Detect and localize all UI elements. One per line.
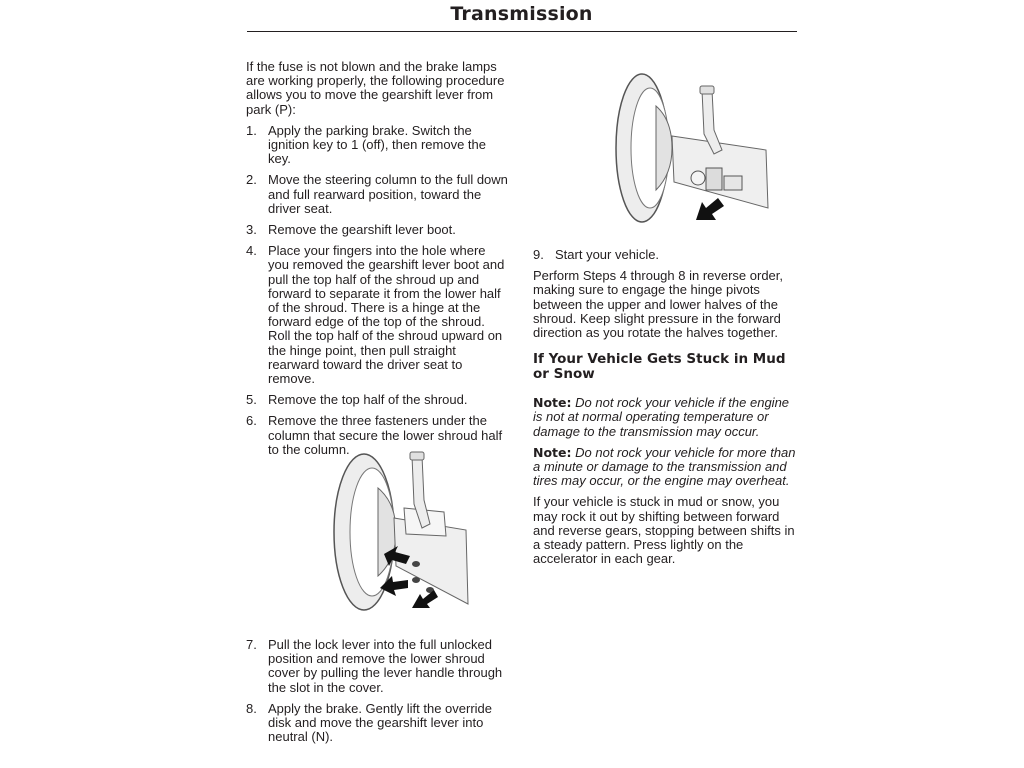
note-1 <box>533 396 796 439</box>
step-7: 7. Pull the lock lever into the full unlocked position and remove the lower shroud cover by pulling the lever handle through the slot in the cover. <box>246 637 503 695</box>
right-column <box>533 248 796 573</box>
step-9: 9. Start your vehicle. <box>533 247 660 262</box>
step-8: 8. Apply the brake. Gently lift the override disk and move the gearshift lever into neutral (N). <box>246 700 493 745</box>
rocking-paragraph: If your vehicle is stuck in mud or snow, you may rock it out by shifting between forward and reverse gears, stopping between shifts in a steady pattern. Press lightly on the accelerator in each gear. <box>533 494 795 567</box>
note-2-label: Note: <box>533 444 572 460</box>
override-disk-illustration <box>610 70 770 230</box>
left-column <box>246 60 510 464</box>
reverse-order-paragraph: Perform Steps 4 through 8 in reverse order, making sure to engage the hinge pivots between the upper and lower halves of the shroud. Keep slight pressure in the forward direction as you rotate the halves together. <box>533 268 784 341</box>
page-title: Transmission <box>450 3 593 25</box>
note-2-text: Do not rock your vehicle for more than a minute or damage to the transmission and tires may occur, or the engine may overheat. <box>533 444 796 489</box>
step-4: 4. Place your fingers into the hole where you removed the gearshift lever boot and pull the top half of the shroud up and forward to separate it from the lower half of the shroud. There is a hinge at the forward edge of the top of the shroud. Roll the top half of the shroud upward on the hinge point, then pull straight rearward toward the driver seat to remove. <box>246 243 505 387</box>
steps-list-a <box>246 124 510 457</box>
intro-paragraph: If the fuse is not blown and the brake lamps are working properly, the following procedure allows you to move the gearshift lever from park (P): <box>246 59 505 117</box>
note-1-label: Note: <box>533 395 572 411</box>
step-1: 1. Apply the parking brake. Switch the ignition key to 1 (off), then remove the key. <box>246 122 486 167</box>
step-3: 3. Remove the gearshift lever boot. <box>246 222 456 238</box>
note-2 <box>533 446 796 489</box>
steps-list-c <box>533 248 796 262</box>
step-5: 5. Remove the top half of the shroud. <box>246 392 468 408</box>
header-rule <box>247 31 797 32</box>
note-1-text: Do not rock your vehicle if the engine is not at normal operating temperature or damage to the transmission may occur. <box>533 395 790 439</box>
shroud-fasteners-illustration <box>326 448 476 616</box>
left-column-lower <box>246 638 510 751</box>
step-6: 6. Remove the three fasteners under the column that secure the lower shroud half to the column. <box>246 413 503 457</box>
steps-list-b <box>246 638 510 744</box>
section-heading-stuck: If Your Vehicle Gets Stuck in Mud or Snow <box>533 351 786 382</box>
step-2: 2. Move the steering column to the full down and full rearward position, toward the driver seat. <box>246 172 508 216</box>
